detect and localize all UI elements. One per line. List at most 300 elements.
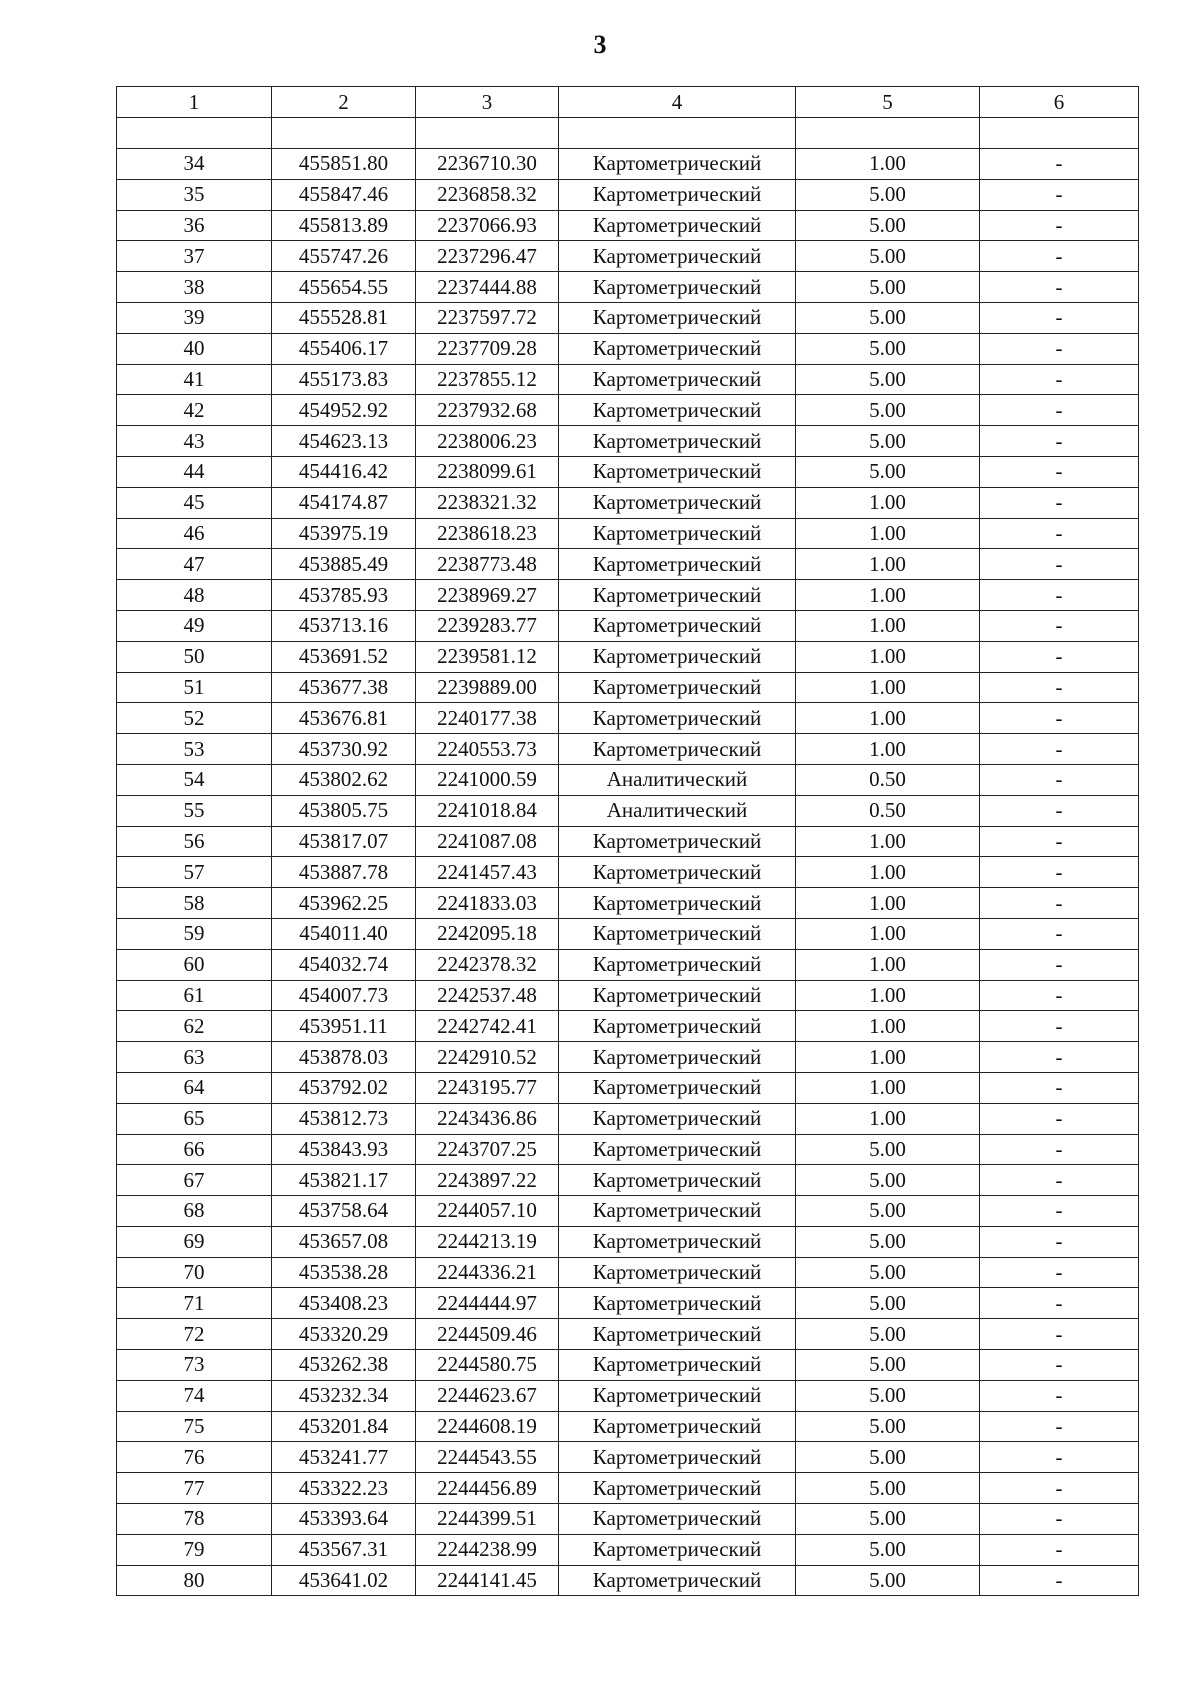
description-cell: - <box>980 1072 1139 1103</box>
point-number-cell: 36 <box>117 210 272 241</box>
y-coordinate-cell: 2244456.89 <box>416 1473 559 1504</box>
y-coordinate-cell: 2244057.10 <box>416 1196 559 1227</box>
x-coordinate-cell: 454952.92 <box>272 395 416 426</box>
point-number-cell: 74 <box>117 1380 272 1411</box>
description-cell: - <box>980 395 1139 426</box>
accuracy-cell: 5.00 <box>796 1165 980 1196</box>
table-row <box>117 1257 1139 1288</box>
description-cell: - <box>980 1257 1139 1288</box>
method-cell: Картометрический <box>559 518 796 549</box>
table-row <box>117 1380 1139 1411</box>
x-coordinate-cell: 453322.23 <box>272 1473 416 1504</box>
method-cell: Картометрический <box>559 426 796 457</box>
method-cell: Картометрический <box>559 302 796 333</box>
table-row <box>117 364 1139 395</box>
x-coordinate-cell: 453962.25 <box>272 888 416 919</box>
point-number-cell: 63 <box>117 1042 272 1073</box>
point-number-cell: 38 <box>117 272 272 303</box>
accuracy-cell: 1.00 <box>796 487 980 518</box>
description-cell: - <box>980 1011 1139 1042</box>
table-row <box>117 1103 1139 1134</box>
table-row <box>117 1072 1139 1103</box>
blank-cell <box>117 118 272 149</box>
y-coordinate-cell: 2243897.22 <box>416 1165 559 1196</box>
x-coordinate-cell: 453677.38 <box>272 672 416 703</box>
table-row <box>117 1011 1139 1042</box>
y-coordinate-cell: 2236710.30 <box>416 149 559 180</box>
x-coordinate-cell: 454623.13 <box>272 426 416 457</box>
table-row <box>117 764 1139 795</box>
column-header-accuracy: 5 <box>796 87 980 118</box>
description-cell: - <box>980 888 1139 919</box>
y-coordinate-cell: 2243436.86 <box>416 1103 559 1134</box>
method-cell: Картометрический <box>559 210 796 241</box>
x-coordinate-cell: 453232.34 <box>272 1380 416 1411</box>
accuracy-cell: 5.00 <box>796 241 980 272</box>
y-coordinate-cell: 2244623.67 <box>416 1380 559 1411</box>
point-number-cell: 68 <box>117 1196 272 1227</box>
description-cell: - <box>980 518 1139 549</box>
description-cell: - <box>980 641 1139 672</box>
table-row <box>117 1411 1139 1442</box>
x-coordinate-cell: 453262.38 <box>272 1350 416 1381</box>
y-coordinate-cell: 2244213.19 <box>416 1226 559 1257</box>
point-number-cell: 60 <box>117 949 272 980</box>
description-cell: - <box>980 610 1139 641</box>
description-cell: - <box>980 1442 1139 1473</box>
method-cell: Картометрический <box>559 1504 796 1535</box>
method-cell: Картометрический <box>559 395 796 426</box>
x-coordinate-cell: 453792.02 <box>272 1072 416 1103</box>
description-cell: - <box>980 1473 1139 1504</box>
accuracy-cell: 5.00 <box>796 1442 980 1473</box>
method-cell: Картометрический <box>559 1196 796 1227</box>
table-row <box>117 395 1139 426</box>
y-coordinate-cell: 2244141.45 <box>416 1565 559 1596</box>
blank-row <box>117 118 1139 149</box>
description-cell: - <box>980 1288 1139 1319</box>
accuracy-cell: 5.00 <box>796 1226 980 1257</box>
blank-cell <box>796 118 980 149</box>
point-number-cell: 48 <box>117 580 272 611</box>
point-number-cell: 70 <box>117 1257 272 1288</box>
method-cell: Картометрический <box>559 949 796 980</box>
table-row <box>117 1534 1139 1565</box>
description-cell: - <box>980 149 1139 180</box>
table-row <box>117 487 1139 518</box>
point-number-cell: 76 <box>117 1442 272 1473</box>
y-coordinate-cell: 2240177.38 <box>416 703 559 734</box>
description-cell: - <box>980 456 1139 487</box>
y-coordinate-cell: 2239581.12 <box>416 641 559 672</box>
table-row <box>117 580 1139 611</box>
description-cell: - <box>980 857 1139 888</box>
description-cell: - <box>980 949 1139 980</box>
table-row <box>117 1288 1139 1319</box>
table-row <box>117 1350 1139 1381</box>
accuracy-cell: 5.00 <box>796 1319 980 1350</box>
method-cell: Картометрический <box>559 1165 796 1196</box>
accuracy-cell: 0.50 <box>796 764 980 795</box>
table-row <box>117 672 1139 703</box>
x-coordinate-cell: 453241.77 <box>272 1442 416 1473</box>
accuracy-cell: 5.00 <box>796 456 980 487</box>
table-row <box>117 1442 1139 1473</box>
method-cell: Картометрический <box>559 364 796 395</box>
method-cell: Картометрический <box>559 149 796 180</box>
description-cell: - <box>980 1134 1139 1165</box>
x-coordinate-cell: 454007.73 <box>272 980 416 1011</box>
accuracy-cell: 1.00 <box>796 918 980 949</box>
point-number-cell: 46 <box>117 518 272 549</box>
method-cell: Аналитический <box>559 764 796 795</box>
point-number-cell: 67 <box>117 1165 272 1196</box>
method-cell: Аналитический <box>559 795 796 826</box>
table-row <box>117 703 1139 734</box>
y-coordinate-cell: 2239889.00 <box>416 672 559 703</box>
x-coordinate-cell: 453821.17 <box>272 1165 416 1196</box>
description-cell: - <box>980 549 1139 580</box>
method-cell: Картометрический <box>559 918 796 949</box>
method-cell: Картометрический <box>559 179 796 210</box>
table-row <box>117 857 1139 888</box>
description-cell: - <box>980 1380 1139 1411</box>
accuracy-cell: 5.00 <box>796 1534 980 1565</box>
table-row <box>117 518 1139 549</box>
y-coordinate-cell: 2241000.59 <box>416 764 559 795</box>
accuracy-cell: 1.00 <box>796 826 980 857</box>
x-coordinate-cell: 453817.07 <box>272 826 416 857</box>
table-body <box>117 118 1139 1596</box>
y-coordinate-cell: 2237932.68 <box>416 395 559 426</box>
method-cell: Картометрический <box>559 1226 796 1257</box>
y-coordinate-cell: 2241087.08 <box>416 826 559 857</box>
y-coordinate-cell: 2243707.25 <box>416 1134 559 1165</box>
x-coordinate-cell: 453641.02 <box>272 1565 416 1596</box>
method-cell: Картометрический <box>559 272 796 303</box>
y-coordinate-cell: 2236858.32 <box>416 179 559 210</box>
x-coordinate-cell: 453201.84 <box>272 1411 416 1442</box>
description-cell: - <box>980 795 1139 826</box>
point-number-cell: 78 <box>117 1504 272 1535</box>
accuracy-cell: 1.00 <box>796 518 980 549</box>
point-number-cell: 62 <box>117 1011 272 1042</box>
point-number-cell: 69 <box>117 1226 272 1257</box>
method-cell: Картометрический <box>559 456 796 487</box>
accuracy-cell: 5.00 <box>796 1134 980 1165</box>
method-cell: Картометрический <box>559 1134 796 1165</box>
point-number-cell: 75 <box>117 1411 272 1442</box>
table-row <box>117 918 1139 949</box>
accuracy-cell: 5.00 <box>796 395 980 426</box>
point-number-cell: 58 <box>117 888 272 919</box>
accuracy-cell: 5.00 <box>796 179 980 210</box>
y-coordinate-cell: 2244509.46 <box>416 1319 559 1350</box>
description-cell: - <box>980 980 1139 1011</box>
y-coordinate-cell: 2238969.27 <box>416 580 559 611</box>
method-cell: Картометрический <box>559 1534 796 1565</box>
x-coordinate-cell: 455847.46 <box>272 179 416 210</box>
accuracy-cell: 5.00 <box>796 333 980 364</box>
y-coordinate-cell: 2244336.21 <box>416 1257 559 1288</box>
accuracy-cell: 5.00 <box>796 1473 980 1504</box>
accuracy-cell: 1.00 <box>796 1072 980 1103</box>
accuracy-cell: 1.00 <box>796 672 980 703</box>
description-cell: - <box>980 580 1139 611</box>
point-number-cell: 51 <box>117 672 272 703</box>
y-coordinate-cell: 2244238.99 <box>416 1534 559 1565</box>
description-cell: - <box>980 918 1139 949</box>
accuracy-cell: 5.00 <box>796 1288 980 1319</box>
y-coordinate-cell: 2244444.97 <box>416 1288 559 1319</box>
x-coordinate-cell: 453802.62 <box>272 764 416 795</box>
accuracy-cell: 1.00 <box>796 980 980 1011</box>
description-cell: - <box>980 1226 1139 1257</box>
method-cell: Картометрический <box>559 580 796 611</box>
blank-cell <box>272 118 416 149</box>
method-cell: Картометрический <box>559 1473 796 1504</box>
x-coordinate-cell: 453657.08 <box>272 1226 416 1257</box>
y-coordinate-cell: 2237296.47 <box>416 241 559 272</box>
accuracy-cell: 5.00 <box>796 1350 980 1381</box>
accuracy-cell: 1.00 <box>796 949 980 980</box>
point-number-cell: 59 <box>117 918 272 949</box>
point-number-cell: 50 <box>117 641 272 672</box>
accuracy-cell: 5.00 <box>796 426 980 457</box>
accuracy-cell: 5.00 <box>796 210 980 241</box>
accuracy-cell: 1.00 <box>796 149 980 180</box>
point-number-cell: 37 <box>117 241 272 272</box>
method-cell: Картометрический <box>559 241 796 272</box>
description-cell: - <box>980 826 1139 857</box>
x-coordinate-cell: 453393.64 <box>272 1504 416 1535</box>
x-coordinate-cell: 454174.87 <box>272 487 416 518</box>
point-number-cell: 72 <box>117 1319 272 1350</box>
method-cell: Картометрический <box>559 888 796 919</box>
accuracy-cell: 1.00 <box>796 888 980 919</box>
column-header-method: 4 <box>559 87 796 118</box>
method-cell: Картометрический <box>559 1103 796 1134</box>
point-number-cell: 54 <box>117 764 272 795</box>
page-number: 3 <box>593 30 607 59</box>
accuracy-cell: 5.00 <box>796 1565 980 1596</box>
point-number-cell: 55 <box>117 795 272 826</box>
point-number-cell: 47 <box>117 549 272 580</box>
method-cell: Картометрический <box>559 1257 796 1288</box>
accuracy-cell: 1.00 <box>796 549 980 580</box>
table-row <box>117 795 1139 826</box>
x-coordinate-cell: 453567.31 <box>272 1534 416 1565</box>
x-coordinate-cell: 454011.40 <box>272 918 416 949</box>
description-cell: - <box>980 210 1139 241</box>
method-cell: Картометрический <box>559 1072 796 1103</box>
blank-cell <box>980 118 1139 149</box>
point-number-cell: 66 <box>117 1134 272 1165</box>
description-cell: - <box>980 364 1139 395</box>
table-row <box>117 1319 1139 1350</box>
point-number-cell: 52 <box>117 703 272 734</box>
x-coordinate-cell: 455747.26 <box>272 241 416 272</box>
method-cell: Картометрический <box>559 487 796 518</box>
y-coordinate-cell: 2242095.18 <box>416 918 559 949</box>
x-coordinate-cell: 455813.89 <box>272 210 416 241</box>
header-row <box>117 87 1139 118</box>
table-row <box>117 1473 1139 1504</box>
point-number-cell: 57 <box>117 857 272 888</box>
table-row <box>117 210 1139 241</box>
description-cell: - <box>980 1504 1139 1535</box>
y-coordinate-cell: 2238618.23 <box>416 518 559 549</box>
method-cell: Картометрический <box>559 703 796 734</box>
point-number-cell: 35 <box>117 179 272 210</box>
table-row <box>117 456 1139 487</box>
column-header-point-number: 1 <box>117 87 272 118</box>
y-coordinate-cell: 2242378.32 <box>416 949 559 980</box>
x-coordinate-cell: 453538.28 <box>272 1257 416 1288</box>
description-cell: - <box>980 1196 1139 1227</box>
x-coordinate-cell: 453951.11 <box>272 1011 416 1042</box>
method-cell: Картометрический <box>559 826 796 857</box>
method-cell: Картометрический <box>559 1319 796 1350</box>
table-row <box>117 1565 1139 1596</box>
description-cell: - <box>980 734 1139 765</box>
method-cell: Картометрический <box>559 1380 796 1411</box>
point-number-cell: 79 <box>117 1534 272 1565</box>
table-row <box>117 426 1139 457</box>
point-number-cell: 65 <box>117 1103 272 1134</box>
table-row <box>117 1165 1139 1196</box>
method-cell: Картометрический <box>559 857 796 888</box>
table-row <box>117 734 1139 765</box>
accuracy-cell: 5.00 <box>796 1196 980 1227</box>
y-coordinate-cell: 2244608.19 <box>416 1411 559 1442</box>
table-row <box>117 949 1139 980</box>
point-number-cell: 39 <box>117 302 272 333</box>
point-number-cell: 77 <box>117 1473 272 1504</box>
y-coordinate-cell: 2242537.48 <box>416 980 559 1011</box>
point-number-cell: 56 <box>117 826 272 857</box>
accuracy-cell: 0.50 <box>796 795 980 826</box>
accuracy-cell: 5.00 <box>796 364 980 395</box>
accuracy-cell: 1.00 <box>796 734 980 765</box>
method-cell: Картометрический <box>559 333 796 364</box>
x-coordinate-cell: 453730.92 <box>272 734 416 765</box>
point-number-cell: 42 <box>117 395 272 426</box>
description-cell: - <box>980 179 1139 210</box>
y-coordinate-cell: 2237597.72 <box>416 302 559 333</box>
point-number-cell: 41 <box>117 364 272 395</box>
x-coordinate-cell: 453812.73 <box>272 1103 416 1134</box>
accuracy-cell: 1.00 <box>796 1103 980 1134</box>
accuracy-cell: 1.00 <box>796 610 980 641</box>
table-row <box>117 549 1139 580</box>
table-row <box>117 980 1139 1011</box>
table-row <box>117 1134 1139 1165</box>
description-cell: - <box>980 1411 1139 1442</box>
x-coordinate-cell: 453878.03 <box>272 1042 416 1073</box>
y-coordinate-cell: 2239283.77 <box>416 610 559 641</box>
description-cell: - <box>980 487 1139 518</box>
column-header-x: 2 <box>272 87 416 118</box>
description-cell: - <box>980 764 1139 795</box>
method-cell: Картометрический <box>559 1350 796 1381</box>
method-cell: Картометрический <box>559 1565 796 1596</box>
x-coordinate-cell: 455173.83 <box>272 364 416 395</box>
description-cell: - <box>980 1319 1139 1350</box>
table-row <box>117 1504 1139 1535</box>
accuracy-cell: 5.00 <box>796 302 980 333</box>
y-coordinate-cell: 2244399.51 <box>416 1504 559 1535</box>
accuracy-cell: 5.00 <box>796 1257 980 1288</box>
point-number-cell: 34 <box>117 149 272 180</box>
y-coordinate-cell: 2242742.41 <box>416 1011 559 1042</box>
description-cell: - <box>980 1534 1139 1565</box>
x-coordinate-cell: 453805.75 <box>272 795 416 826</box>
method-cell: Картометрический <box>559 1442 796 1473</box>
accuracy-cell: 1.00 <box>796 641 980 672</box>
blank-cell <box>416 118 559 149</box>
table-row <box>117 272 1139 303</box>
description-cell: - <box>980 1165 1139 1196</box>
point-number-cell: 73 <box>117 1350 272 1381</box>
x-coordinate-cell: 455851.80 <box>272 149 416 180</box>
y-coordinate-cell: 2243195.77 <box>416 1072 559 1103</box>
table-row <box>117 610 1139 641</box>
y-coordinate-cell: 2240553.73 <box>416 734 559 765</box>
point-number-cell: 61 <box>117 980 272 1011</box>
table-row <box>117 641 1139 672</box>
x-coordinate-cell: 453758.64 <box>272 1196 416 1227</box>
y-coordinate-cell: 2242910.52 <box>416 1042 559 1073</box>
description-cell: - <box>980 272 1139 303</box>
description-cell: - <box>980 1103 1139 1134</box>
x-coordinate-cell: 453785.93 <box>272 580 416 611</box>
point-number-cell: 45 <box>117 487 272 518</box>
method-cell: Картометрический <box>559 641 796 672</box>
accuracy-cell: 1.00 <box>796 1042 980 1073</box>
accuracy-cell: 1.00 <box>796 1011 980 1042</box>
y-coordinate-cell: 2241457.43 <box>416 857 559 888</box>
y-coordinate-cell: 2237709.28 <box>416 333 559 364</box>
x-coordinate-cell: 453676.81 <box>272 703 416 734</box>
x-coordinate-cell: 454032.74 <box>272 949 416 980</box>
table-row <box>117 888 1139 919</box>
x-coordinate-cell: 453975.19 <box>272 518 416 549</box>
x-coordinate-cell: 455406.17 <box>272 333 416 364</box>
y-coordinate-cell: 2238321.32 <box>416 487 559 518</box>
method-cell: Картометрический <box>559 610 796 641</box>
description-cell: - <box>980 426 1139 457</box>
method-cell: Картометрический <box>559 734 796 765</box>
y-coordinate-cell: 2237066.93 <box>416 210 559 241</box>
table-row <box>117 1226 1139 1257</box>
accuracy-cell: 1.00 <box>796 580 980 611</box>
x-coordinate-cell: 453691.52 <box>272 641 416 672</box>
table-row <box>117 179 1139 210</box>
method-cell: Картометрический <box>559 1042 796 1073</box>
accuracy-cell: 5.00 <box>796 1504 980 1535</box>
x-coordinate-cell: 453885.49 <box>272 549 416 580</box>
y-coordinate-cell: 2237444.88 <box>416 272 559 303</box>
x-coordinate-cell: 455654.55 <box>272 272 416 303</box>
description-cell: - <box>980 672 1139 703</box>
description-cell: - <box>980 1350 1139 1381</box>
y-coordinate-cell: 2238006.23 <box>416 426 559 457</box>
y-coordinate-cell: 2238773.48 <box>416 549 559 580</box>
description-cell: - <box>980 241 1139 272</box>
y-coordinate-cell: 2244580.75 <box>416 1350 559 1381</box>
description-cell: - <box>980 1042 1139 1073</box>
